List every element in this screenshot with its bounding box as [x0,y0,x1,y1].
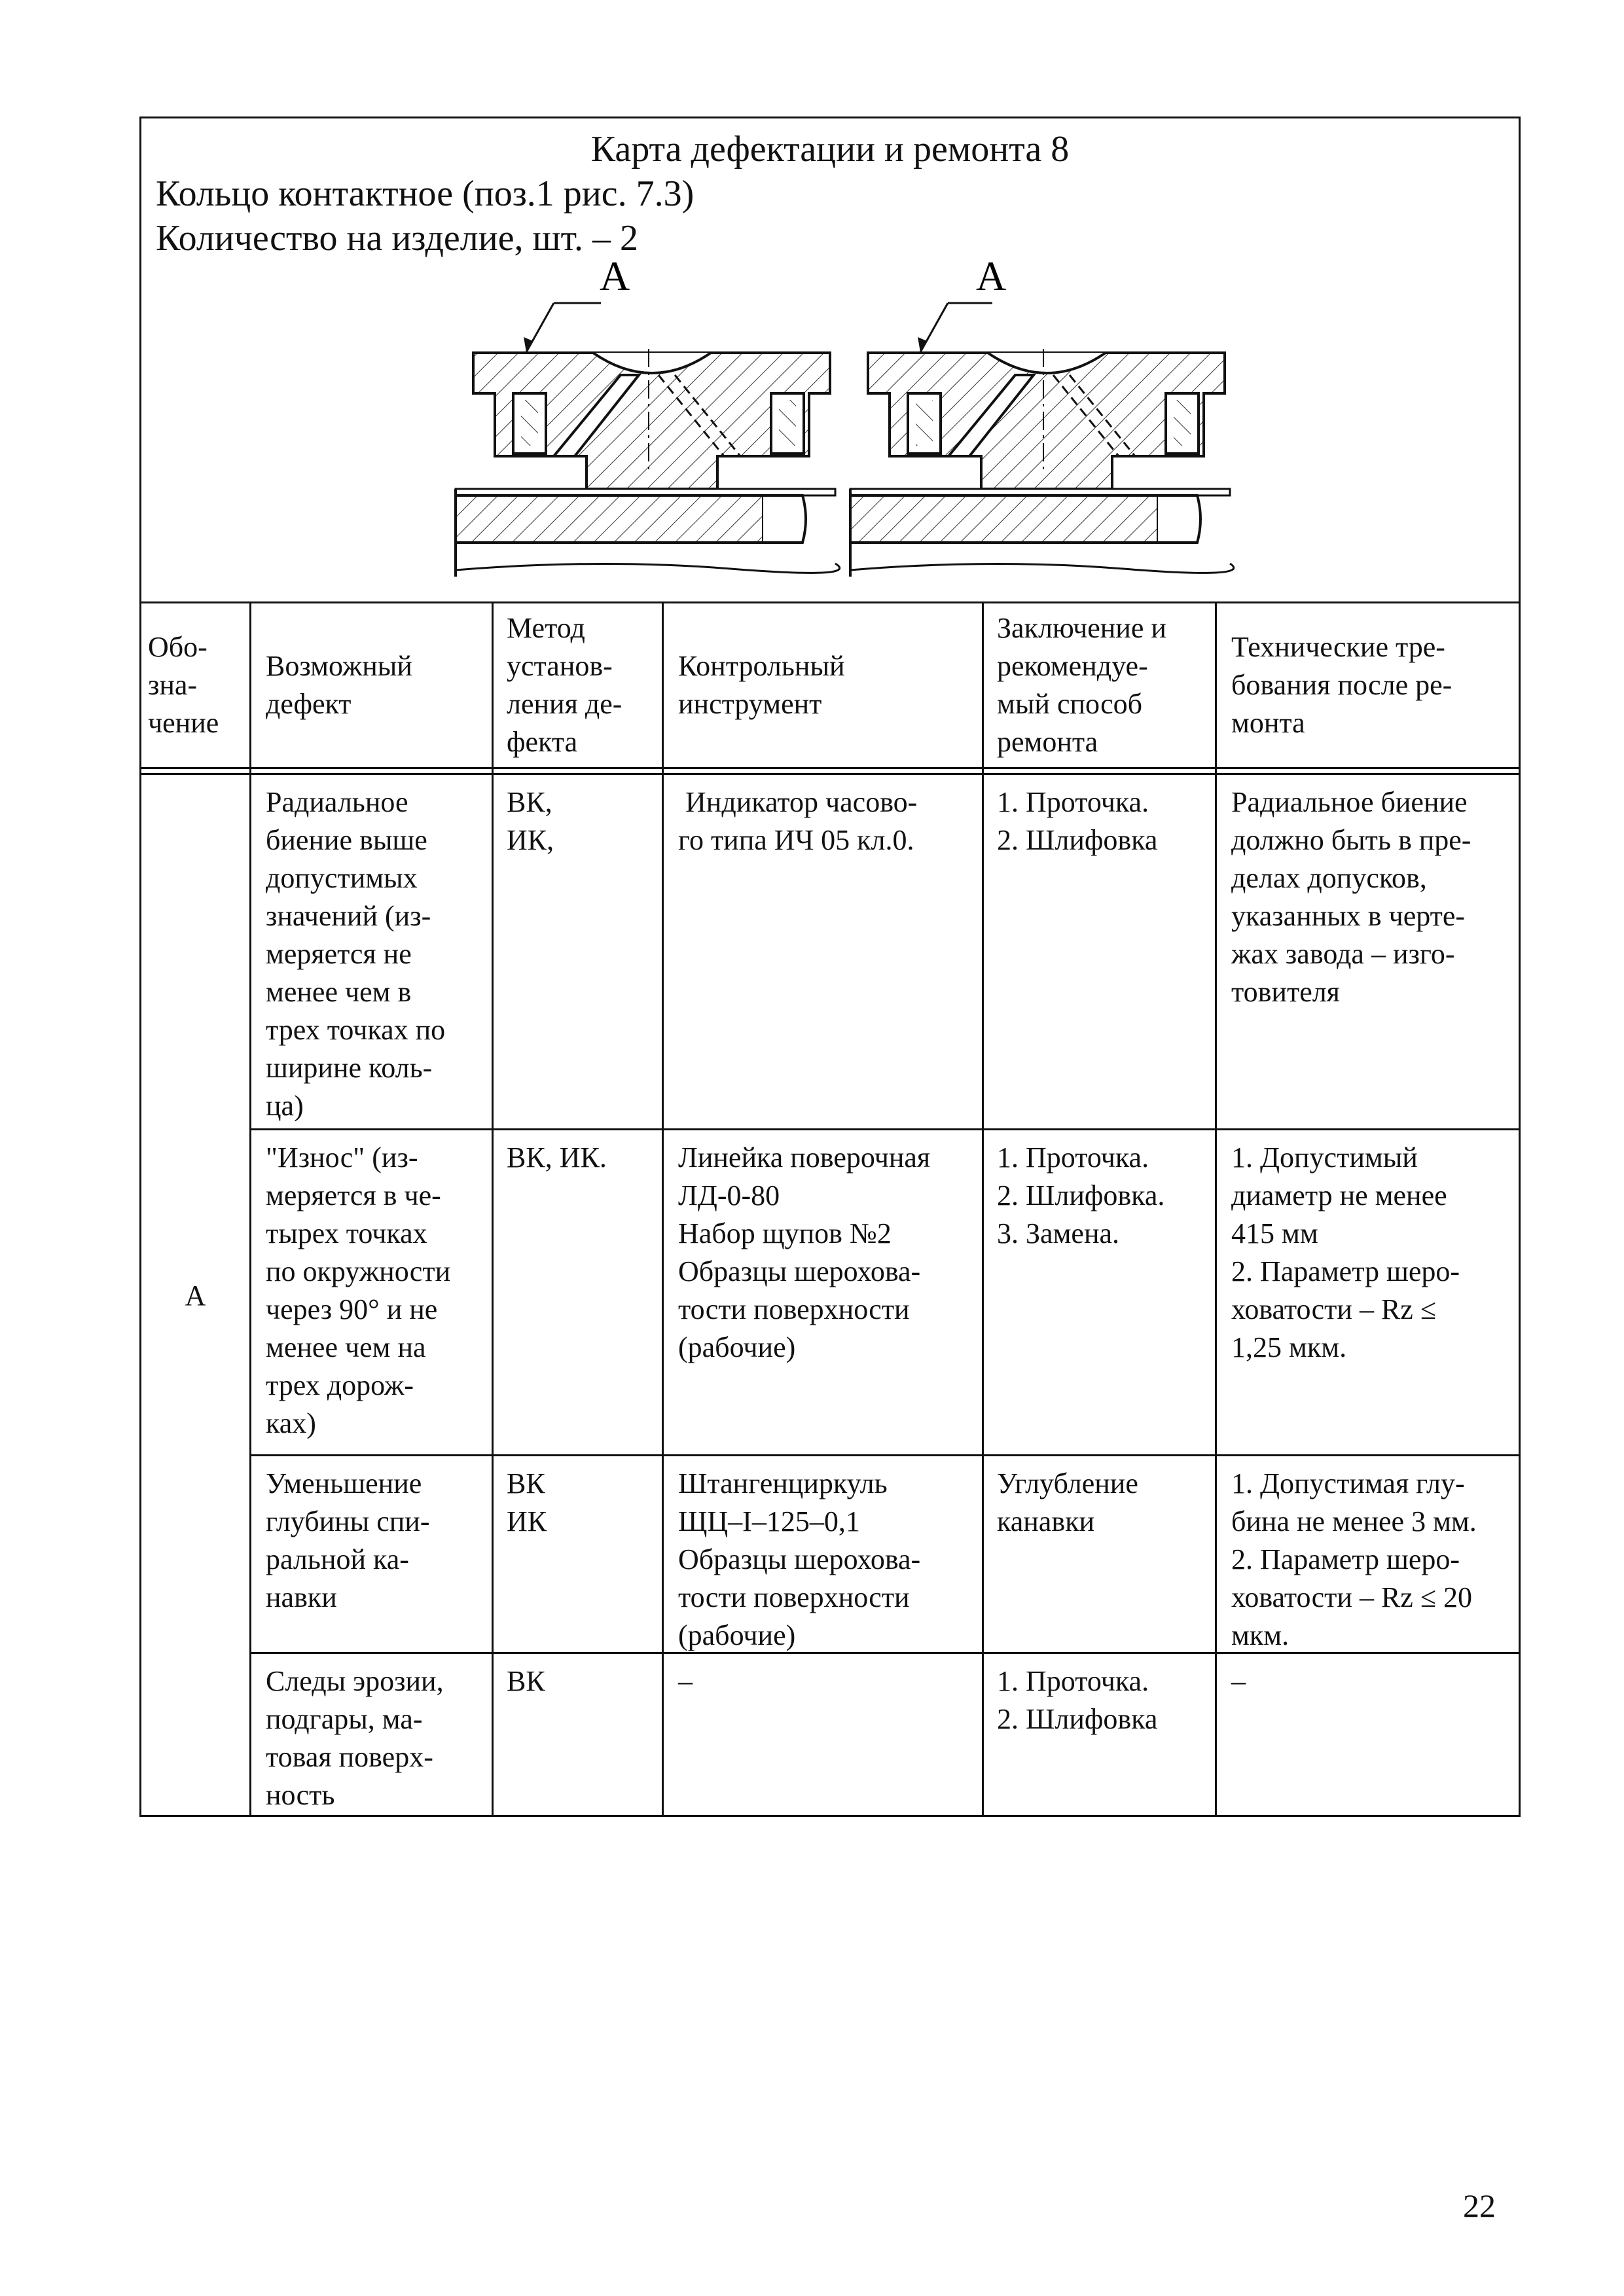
row4-defect: Следы эрозии, подгары, ма- товая поверх- ность [266,1665,444,1811]
row1-defect: Радиальное биение выше допустимых значений (из- меряется не менее чем в трех точках по ширине коль- ца) [266,786,446,1122]
section-label-right: А [976,253,1007,299]
row3-tool: Штангенциркуль ЩЦ–I–125–0,1 Образцы шерохова- тости поверхности (рабочие) [678,1467,921,1651]
row2-requirements: 1. Допустимый диаметр не менее 415 мм 2. Параметр шеро- ховатости – Rz ≤ 1,25 мкм. [1231,1141,1460,1363]
header-tool: Контрольный инструмент [678,650,845,720]
header-conclusion: Заключение и рекомендуе- мый способ ремонта [997,612,1166,758]
row1-tool: Индикатор часово- го типа ИЧ 05 кл.0. [678,786,918,856]
row1-method: ВК, ИК, [507,786,554,856]
card-header [141,118,1519,601]
row3-defect: Уменьшение глубины спи- ральной ка- навки [266,1467,430,1613]
defect-card-frame [139,117,1521,1817]
row1-requirements: Радиальное биение должно быть в пре- делах допусков, указанных в черте- жах завода – изго- товителя [1231,786,1471,1008]
section-label-left: А [600,253,630,299]
quantity-line: Количество на изделие, шт. – 2 [156,218,638,259]
row4-tool: – [678,1665,693,1697]
cross-section-drawing [141,118,1519,601]
row4-conclusion: 1. Проточка. 2. Шлифовка [997,1665,1158,1735]
section-view-right [850,253,1234,577]
section-view-left [456,253,840,577]
row2-method: ВК, ИК. [507,1141,607,1174]
part-name: Кольцо контактное (поз.1 рис. 7.3) [156,173,695,214]
header-defect: Возможный дефект [266,650,412,720]
row1-conclusion: 1. Проточка. 2. Шлифовка [997,786,1158,856]
card-title: Карта дефектации и ремонта 8 [590,129,1070,170]
page-number: 22 [1463,2187,1496,2224]
header-designation: Обо- зна- чение [148,631,219,739]
header-requirements: Технические тре- бования после ре- монта [1231,631,1453,739]
designation-cell: А [185,1280,206,1312]
row3-requirements: 1. Допустимая глу- бина не менее 3 мм. 2. Параметр шеро- ховатости – Rz ≤ 20 мкм. [1231,1467,1477,1651]
row3-conclusion: Углубление канавки [997,1467,1138,1537]
header-method: Метод установ- ления де- фекта [507,612,623,758]
row2-conclusion: 1. Проточка. 2. Шлифовка. 3. Замена. [997,1141,1165,1249]
row3-method: ВК ИК [507,1467,547,1537]
row2-defect: "Износ" (из- меряется в че- тырех точках по окружности через 90° и не менее чем на трех дорож- ках) [266,1141,451,1439]
row4-method: ВК [507,1665,545,1697]
row4-requirements: – [1231,1665,1246,1697]
row2-tool: Линейка поверочная ЛД-0-80 Набор щупов №2 Образцы шерохова- тости поверхности (рабочие) [678,1141,931,1363]
